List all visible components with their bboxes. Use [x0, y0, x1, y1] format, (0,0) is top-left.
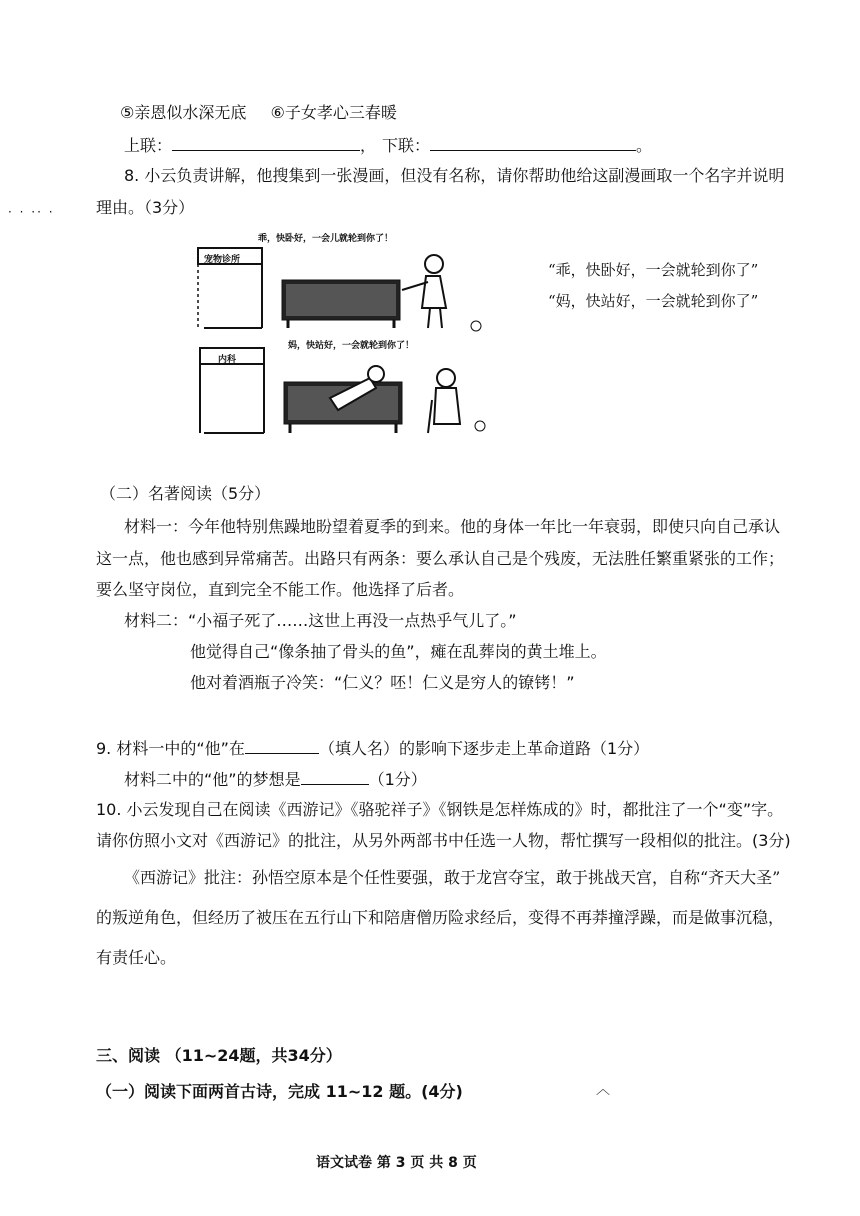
lower-blank[interactable]	[430, 134, 636, 151]
upper-label: 上联：	[124, 136, 173, 155]
q9-prompt-b: （填人名）的影响下逐步走上革命道路（1分）	[318, 739, 650, 758]
q8-line-1: 8. 小云负责讲解，他搜集到一张漫画，但没有名称，请你帮助他给这副漫画取一个名字并说明	[124, 166, 785, 185]
margin-dots: · · ·· ·	[8, 205, 55, 219]
page-footer: 语文试卷 第 3 页 共 8 页	[316, 1155, 477, 1171]
comic-image	[190, 228, 510, 443]
q9-prompt-a: 9. 材料一中的“他”在	[96, 739, 245, 758]
couplet-answer-line	[124, 134, 652, 156]
q10-example-1: 《西游记》批注：孙悟空原本是个任性要强，敢于龙宫夺宝，敢于挑战天宫，自称“齐天大圣”	[124, 868, 781, 887]
q10-example-2: 的叛逆角色，但经历了被压在五行山下和陪唐僧历险求经后，变得不再莽撞浮躁，而是做事沉稳，	[96, 908, 785, 927]
panel1-sign: 宠物诊所	[204, 255, 241, 265]
panel2-speech: 妈，快站好，一会就轮到你了！	[288, 341, 415, 351]
section3-title: 三、阅读 （11~24题，共34分）	[96, 1046, 342, 1065]
comic-quote-2: “妈，快站好，一会就轮到你了”	[548, 292, 759, 310]
comma: ，	[360, 136, 377, 155]
lower-label: 下联：	[382, 136, 431, 155]
q10-line-2: 请你仿照小文对《西游记》的批注，从另外两部书中任选一人物，帮忙撰写一段相似的批注。(3分)	[96, 831, 791, 850]
q10-line-1: 10. 小云发现自己在阅读《西游记》《骆驼祥子》《钢铁是怎样炼成的》时，都批注了一个“变”字。	[96, 800, 784, 819]
couplet-item-5: ⑤亲恩似水深无底	[120, 103, 247, 122]
material2-line-2: 他觉得自己“像条抽了骨头的鱼”，瘫在乱葬岗的黄土堆上。	[190, 642, 607, 661]
q9-blank-2[interactable]	[301, 768, 369, 785]
q10-example-3: 有责任心。	[96, 948, 177, 967]
panel1-speech: 乖，快卧好，一会儿就轮到你了！	[258, 234, 394, 244]
panel2-sign: 内科	[218, 355, 237, 365]
material1-line-2: 这一点，他也感到异常痛苦。出路只有两条：要么承认自己是个残废，无法胜任繁重紧张的工作；	[96, 549, 785, 568]
q8-line-2: 理由。（3分）	[96, 198, 195, 217]
q9-blank-1[interactable]	[245, 737, 319, 754]
period: 。	[636, 136, 653, 155]
q9-line-2	[124, 768, 427, 790]
q9-prompt-c: 材料二中的“他”的梦想是	[124, 770, 301, 789]
couplet-item-6: ⑥子女孝心三春暖	[270, 103, 397, 122]
material1-line-1: 材料一：今年他特别焦躁地盼望着夏季的到来。他的身体一年比一年衰弱，即使只向自己承认	[124, 517, 781, 536]
q9-prompt-d: （1分）	[368, 770, 427, 789]
q9-line-1	[96, 737, 649, 759]
section2-title: （二）名著阅读（5分）	[100, 484, 271, 503]
caret-mark: ︿	[596, 1082, 610, 1098]
couplet-options	[120, 103, 397, 123]
section3-subtitle: （一）阅读下面两首古诗，完成 11~12 题。(4分)	[96, 1082, 463, 1101]
upper-blank[interactable]	[172, 134, 360, 151]
material1-line-3: 要么坚守岗位，直到完全不能工作。他选择了后者。	[96, 580, 465, 599]
comic-quote-1: “乖，快卧好，一会就轮到你了”	[548, 261, 759, 279]
material2-line-3: 他对着酒瓶子冷笑：“仁义？呸！仁义是穷人的镣铐！”	[190, 673, 575, 692]
material2-line-1: 材料二：“小福子死了……这世上再没一点热乎气儿了。”	[124, 611, 517, 630]
